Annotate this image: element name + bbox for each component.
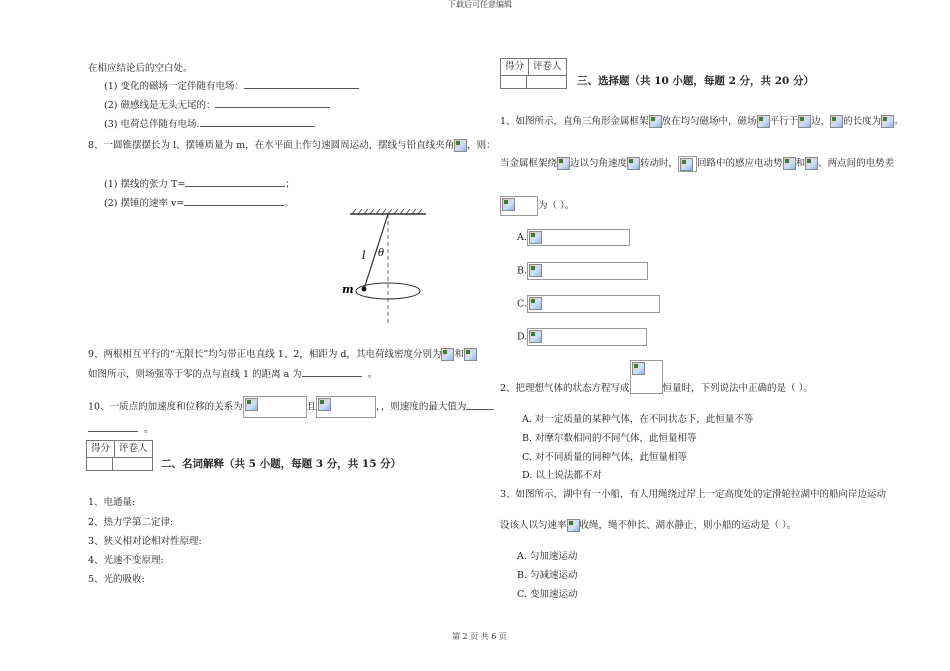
- score-box-blank-row: [500, 75, 567, 89]
- formula-box: [630, 360, 663, 394]
- q3-option-c[interactable]: C. 变加速运动: [517, 589, 578, 600]
- header-note: 下载后可任意编辑: [448, 0, 512, 9]
- formula-image-icon: [632, 362, 645, 375]
- question-1-line-3: 为（ ）。: [500, 196, 574, 216]
- question-8-part-1: (1) 摆线的张力 T= ；: [104, 176, 295, 190]
- option-a[interactable]: A.: [517, 229, 630, 246]
- question-8: 8、一圆锥摆摆长为 l、摆锤质量为 m，在水平面上作匀速圆周运动，摆线与铅直线夹角 ，则：: [88, 140, 496, 151]
- term-2: 2、热力学第二定律:: [88, 517, 174, 528]
- q2-option-c[interactable]: C. 对不同质量的同种气体，此恒量相等: [522, 452, 687, 463]
- option-c[interactable]: C.: [517, 295, 660, 313]
- formula-box: [316, 396, 376, 418]
- option-b[interactable]: B.: [517, 262, 648, 280]
- formula-box: [527, 262, 648, 280]
- formula-box: [527, 229, 630, 246]
- formula-box: [527, 295, 660, 313]
- formula-image-icon: [798, 115, 811, 128]
- formula-image-icon: [529, 297, 542, 310]
- pendulum-bob: [362, 287, 367, 292]
- formula-box: [678, 156, 697, 172]
- formula-image-icon: [567, 519, 580, 532]
- question-10-tail: 。: [88, 421, 154, 435]
- formula-image-icon: [464, 348, 477, 361]
- term-4: 4、光速不变原理:: [88, 555, 164, 566]
- page-number: 第 2 页 共 6 页: [452, 632, 507, 641]
- label-l: l: [362, 249, 366, 262]
- q2-option-b[interactable]: B. 对摩尔数相同的不同气体，此恒量相等: [522, 433, 697, 444]
- question-1-line-2: 当金属框架绕 边以匀角速度 转动时， 回路中的感应电动势 和 、两点间的电势差: [500, 155, 894, 172]
- formula-image-icon: [757, 115, 770, 128]
- question-8-part-2: (2) 摆锤的速率 v= 。: [104, 195, 294, 209]
- formula-image-icon: [627, 157, 640, 170]
- formula-image-icon: [830, 115, 843, 128]
- statement-1: (1) 变化的磁场一定伴随有电场：: [104, 78, 359, 92]
- formula-image-icon: [441, 348, 454, 361]
- option-d[interactable]: D.: [517, 328, 647, 346]
- formula-box: [500, 196, 538, 216]
- formula-image-icon: [454, 139, 467, 152]
- label-theta: θ: [378, 248, 385, 259]
- statement-3: (3) 电荷总伴随有电场.: [104, 116, 315, 130]
- question-3-line-1: 3、如图所示，湖中有一小船，有人用绳绕过岸上一定高度处的定滑轮拉湖中的船向岸边运动: [500, 489, 887, 500]
- term-3: 3、狭义相对论相对性原理:: [88, 536, 202, 547]
- intro-text: 在相应结论后的空白处。: [88, 63, 193, 74]
- question-1-line-1: 1、如图所示，直角三角形金属框架 放在均匀磁场中，磁场 平行于 边， 的长度为 。: [500, 116, 904, 127]
- formula-image-icon: [805, 157, 818, 170]
- question-3-line-2: 设该人以匀速率 收绳，绳不伸长、湖水静止，则小船的运动是（ ）。: [500, 520, 797, 531]
- formula-image-icon: [557, 157, 570, 170]
- score-box-section-2: 得分 评卷人: [86, 440, 153, 458]
- formula-box: [243, 396, 307, 418]
- section-2-title: 二、名词解释（共 5 小题，每题 3 分，共 15 分）: [161, 458, 402, 470]
- formula-image-icon: [529, 231, 542, 244]
- formula-box: [527, 328, 647, 346]
- formula-image-icon: [318, 398, 331, 411]
- formula-image-icon: [680, 158, 693, 171]
- formula-image-icon: [881, 115, 894, 128]
- section-3-title: 三、选择题（共 10 小题，每题 2 分，共 20 分）: [577, 75, 814, 87]
- score-box-section-3: 得分 评卷人: [500, 58, 567, 76]
- q2-option-a[interactable]: A. 对一定质量的某种气体，在不同状态下，此恒量不等: [522, 414, 754, 425]
- q3-option-b[interactable]: B. 匀减速运动: [517, 570, 578, 581]
- statement-2: (2) 磁感线是无头无尾的：: [104, 97, 330, 111]
- q2-option-d[interactable]: D. 以上说法都不对: [522, 470, 602, 481]
- pendulum-string: [364, 214, 388, 289]
- formula-image-icon: [649, 115, 662, 128]
- conical-pendulum-figure: [340, 206, 440, 330]
- formula-image-icon: [529, 330, 542, 343]
- question-2: 2、把理想气体的状态方程写成 恒量时，下列说法中正确的是（ ）。: [500, 360, 813, 394]
- formula-image-icon: [783, 157, 796, 170]
- formula-image-icon: [502, 198, 515, 211]
- q3-option-a[interactable]: A. 匀加速运动: [517, 551, 578, 562]
- score-box-blank-row: [86, 457, 153, 471]
- term-1: 1、电通量:: [88, 497, 136, 508]
- question-10: 10、一质点的加速度和位移的关系为 且 ，，则速度的最大值为: [88, 396, 494, 418]
- question-9-line-2: 如图所示，则场强等于零的点与直线 1 的距离 a 为 。: [88, 366, 377, 380]
- formula-image-icon: [529, 264, 542, 277]
- question-9-line-1: 9、两根相互平行的“无限长”均匀带正电直线 1、2，相距为 d，其电荷线密度分别为 和: [88, 346, 477, 361]
- term-5: 5、光的吸收:: [88, 574, 145, 585]
- label-m: m: [342, 283, 354, 296]
- formula-image-icon: [245, 398, 258, 411]
